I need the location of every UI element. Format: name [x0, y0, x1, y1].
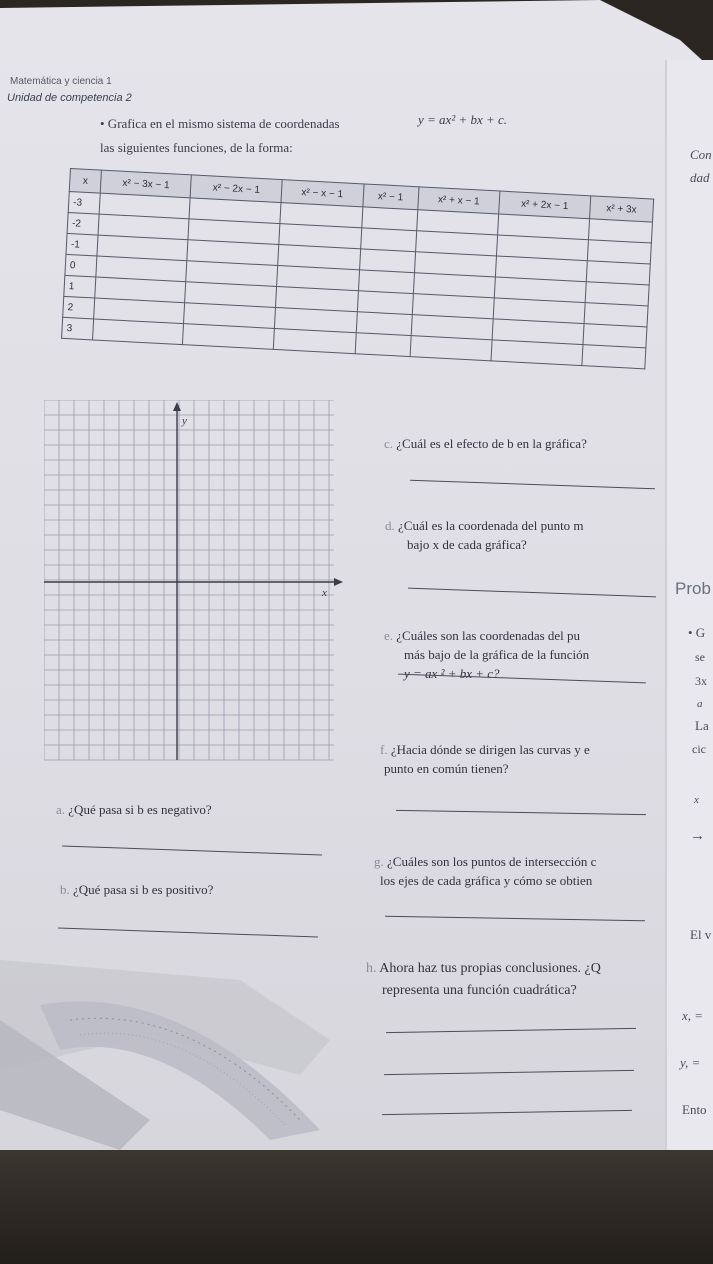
question-text: ¿Qué pasa si b es positivo?	[73, 882, 214, 897]
arrow-icon: →	[690, 828, 705, 844]
x-value: -1	[66, 233, 98, 256]
x-value: -2	[67, 212, 99, 235]
answer-cell[interactable]	[355, 333, 411, 357]
subject-title: Matemática y ciencia 1	[10, 76, 112, 87]
question-letter: b.	[60, 882, 70, 897]
question-text: ¿Cuál es el efecto de b en la gráfica?	[396, 436, 587, 451]
table-header: x² − 1	[362, 184, 418, 210]
table-header: x² − 3x − 1	[100, 170, 192, 198]
y-axis-label: y	[182, 415, 187, 427]
x-value: 0	[65, 254, 97, 277]
answer-cell[interactable]	[410, 336, 493, 361]
answer-cell[interactable]	[357, 291, 413, 315]
answer-cell[interactable]	[361, 207, 417, 231]
instruction-line-2: las siguientes funciones, de la forma:	[100, 140, 293, 155]
margin-text: 3x	[695, 674, 707, 688]
x-axis-label: x	[322, 587, 327, 599]
margin-text: y, =	[680, 1055, 701, 1070]
x-value: 2	[63, 296, 95, 319]
answer-cell[interactable]	[359, 249, 415, 273]
question-letter: e.	[384, 628, 394, 643]
question-letter: d.	[385, 518, 395, 533]
answer-cell[interactable]	[582, 345, 646, 369]
answer-cell[interactable]	[273, 328, 356, 353]
question-g	[374, 852, 596, 890]
question-letter: h.	[366, 961, 377, 976]
x-value: 1	[64, 275, 96, 298]
protractor-image	[0, 960, 360, 1160]
values-table	[61, 168, 654, 369]
table-surface	[0, 1150, 713, 1264]
coordinate-grid[interactable]	[44, 400, 344, 772]
question-letter: f.	[380, 742, 388, 757]
question-text: más bajo de la gráfica de la función	[404, 647, 590, 662]
table-header: x² + 2x − 1	[499, 191, 591, 219]
margin-text: x, =	[682, 1008, 704, 1023]
question-text: punto en común tienen?	[384, 761, 509, 776]
answer-cell[interactable]	[356, 312, 412, 336]
answer-cell[interactable]	[358, 270, 414, 294]
x-value: -3	[68, 191, 100, 214]
margin-text: a	[697, 698, 703, 710]
question-text: bajo x de cada gráfica?	[407, 537, 527, 552]
question-text: ¿Cuál es la coordenada del punto m	[398, 518, 584, 533]
margin-text: cic	[692, 742, 706, 756]
unit-title: Unidad de competencia 2	[7, 92, 132, 104]
answer-cell[interactable]	[93, 319, 184, 345]
question-text: ¿Cuáles son los puntos de intersección c	[387, 854, 597, 869]
y-axis-arrow	[173, 402, 181, 411]
question-letter: a.	[56, 802, 66, 817]
table-header: x² + 3x	[589, 196, 653, 222]
question-letter: c.	[384, 436, 394, 451]
answer-cell[interactable]	[491, 340, 582, 366]
answer-cell[interactable]	[183, 324, 274, 350]
margin-text: La	[695, 718, 709, 733]
table-header: x² − 2x − 1	[191, 175, 283, 203]
question-h	[366, 958, 601, 1002]
question-text: ¿Cuáles son las coordenadas del pu	[396, 628, 581, 643]
question-text: Ahora haz tus propias conclusiones. ¿Q	[379, 961, 601, 976]
instruction-line-1: • Grafica en el mismo sistema de coordenadas	[100, 116, 340, 131]
table-header: x² + x − 1	[417, 187, 500, 214]
general-formula: y = ax² + bx + c.	[418, 112, 508, 127]
question-letter: g.	[374, 854, 384, 869]
margin-text: El v	[690, 927, 712, 942]
margin-text: dad	[690, 170, 710, 185]
question-f	[380, 740, 590, 778]
margin-text: se	[695, 650, 705, 664]
margin-text: x	[694, 794, 699, 806]
margin-text: Ento	[682, 1102, 707, 1117]
margin-text: • G	[688, 625, 706, 640]
margin-heading: Prob	[675, 579, 711, 598]
question-c	[384, 434, 587, 453]
x-value: 3	[62, 317, 94, 340]
question-text: representa una función cuadrática?	[382, 983, 577, 998]
question-d	[385, 516, 584, 554]
answer-cell[interactable]	[360, 228, 416, 252]
x-axis-arrow	[334, 578, 343, 586]
question-b	[60, 880, 213, 899]
table-header: x² − x − 1	[281, 180, 364, 207]
table-header: x	[69, 169, 101, 194]
question-text: ¿Hacia dónde se dirigen las curvas y e	[390, 742, 590, 757]
question-a	[56, 800, 212, 819]
margin-text: Con	[690, 147, 712, 162]
question-text: ¿Qué pasa si b es negativo?	[68, 802, 212, 817]
question-text: los ejes de cada gráfica y cómo se obtien	[380, 873, 593, 888]
question-text: y = ax ² + bx + c?	[404, 666, 500, 681]
